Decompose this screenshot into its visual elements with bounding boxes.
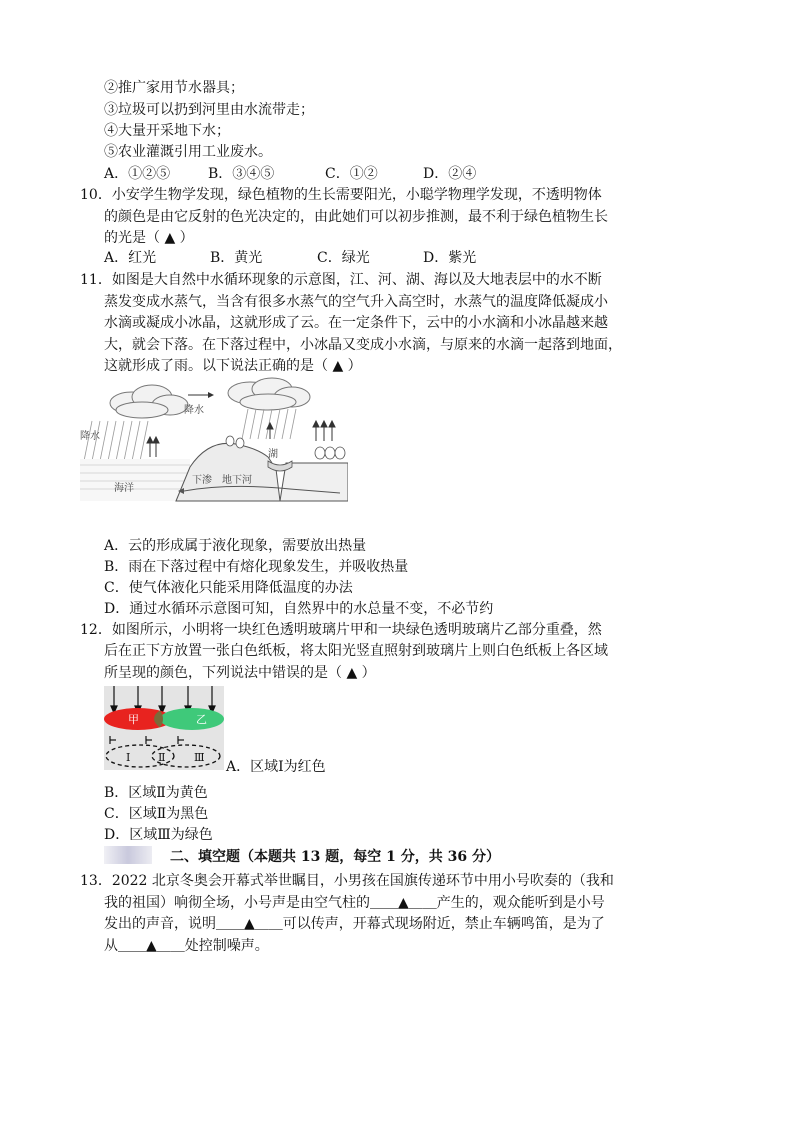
q10-option-b: B．黄光 <box>210 250 263 266</box>
q11-line-2: 蒸发变成水蒸气，当含有很多水蒸气的空气升入高空时，水蒸气的温度降低凝成小 <box>104 294 608 310</box>
q11-line-5: 这就形成了雨。以下说法正确的是（ ▲ ） <box>104 358 362 374</box>
q11-option-c: C．使气体液化只能采用降低温度的办法 <box>104 580 353 596</box>
label-underground-river: 地下河 <box>222 475 252 486</box>
label-seep: 下渗 <box>192 475 212 486</box>
green-glass-yi <box>160 708 224 730</box>
scan-smudge <box>104 846 152 864</box>
q9-option-c: C．①② <box>325 166 378 182</box>
q13-line-4: 从＿＿▲＿＿处控制噪声。 <box>104 938 269 954</box>
q9-item-2: ②推广家用节水器具； <box>104 80 244 96</box>
label-jia: 甲 <box>128 713 139 726</box>
q9-option-d: D．②④ <box>423 166 477 182</box>
q9-item-4: ④大量开采地下水； <box>104 123 230 139</box>
q11-option-b: B．雨在下落过程中有熔化现象发生，并吸收热量 <box>104 559 409 575</box>
label-rain-top: 降水 <box>184 405 204 416</box>
q10-line-1: 10．小安学生物学发现，绿色植物的生长需要阳光，小聪学物理学发现，不透明物体 <box>80 187 602 203</box>
label-rain-left: 降水 <box>80 431 100 442</box>
q11-line-4: 大，就会下落。在下落过程中，小冰晶又变成小水滴，与原来的水滴一起落到地面， <box>104 337 622 353</box>
q11-line-1: 11．如图是大自然中水循环现象的示意图，江、河、湖、海以及大地表层中的水不断 <box>80 272 602 288</box>
q10-option-d: D．紫光 <box>423 250 477 266</box>
q10-option-c: C．绿光 <box>317 250 370 266</box>
label-lake: 湖 <box>268 449 278 460</box>
q9-option-a: A．①②⑤ <box>104 166 171 182</box>
glass-overlap-diagram <box>104 686 224 770</box>
q11-option-a: A．云的形成属于液化现象，需要放出热量 <box>104 538 367 554</box>
q11-option-d: D．通过水循环示意图可知，自然界中的水总量不变，不必节约 <box>104 601 494 617</box>
q9-item-3: ③垃圾可以扔到河里由水流带走； <box>104 102 314 118</box>
q10-option-a: A．红光 <box>104 250 157 266</box>
section2-title: 二、填空题（本题共 13 题，每空 1 分，共 36 分） <box>170 849 500 865</box>
label-region-2: Ⅱ <box>158 751 166 764</box>
q12-option-b: B．区域Ⅱ为黄色 <box>104 785 208 801</box>
land-mountain <box>176 443 280 501</box>
q11-line-3: 水滴或凝成小冰晶，这就形成了云。在一定条件下，云中的小水滴和小冰晶越来越 <box>104 315 608 331</box>
q12-line-3: 所呈现的颜色，下列说法中错误的是（ ▲ ） <box>104 665 376 681</box>
q13-line-1: 13．2022 北京冬奥会开幕式举世瞩目，小男孩在国旗传递环节中用小号吹奏的（我和 <box>80 873 614 889</box>
q12-option-d: D．区域Ⅲ为绿色 <box>104 827 213 843</box>
q10-line-2: 的颜色是由它反射的色光决定的，由此她们可以初步推测，最不利于绿色植物生长 <box>104 209 608 225</box>
label-region-3: Ⅲ <box>194 751 205 764</box>
q12-line-1: 12．如图所示，小明将一块红色透明玻璃片甲和一块绿色透明玻璃片乙部分重叠，然 <box>80 622 602 638</box>
q12-option-a: A．区域Ⅰ为红色 <box>226 759 326 775</box>
q10-line-3: 的光是（ ▲ ） <box>104 230 194 246</box>
label-sea: 海洋 <box>114 483 134 494</box>
label-region-1: Ⅰ <box>126 751 131 764</box>
q13-line-3: 发出的声音，说明＿＿▲＿＿可以传声，开幕式现场附近，禁止车辆鸣笛，是为了 <box>104 916 605 932</box>
q12-line-2: 后在正下方放置一张白色纸板，将太阳光竖直照射到玻璃片上则白色纸板上各区域 <box>104 643 608 659</box>
label-yi: 乙 <box>196 713 207 726</box>
q9-option-b: B．③④⑤ <box>208 166 275 182</box>
q13-line-2: 我的祖国）响彻全场，小号声是由空气柱的＿＿▲＿＿产生的，观众能听到是小号 <box>104 895 605 911</box>
q12-option-c: C．区域Ⅱ为黑色 <box>104 806 209 822</box>
q9-item-5: ⑤农业灌溉引用工业废水。 <box>104 144 272 160</box>
cloud-left <box>110 385 188 418</box>
water-cycle-diagram <box>80 377 348 509</box>
cloud-right <box>228 378 310 410</box>
